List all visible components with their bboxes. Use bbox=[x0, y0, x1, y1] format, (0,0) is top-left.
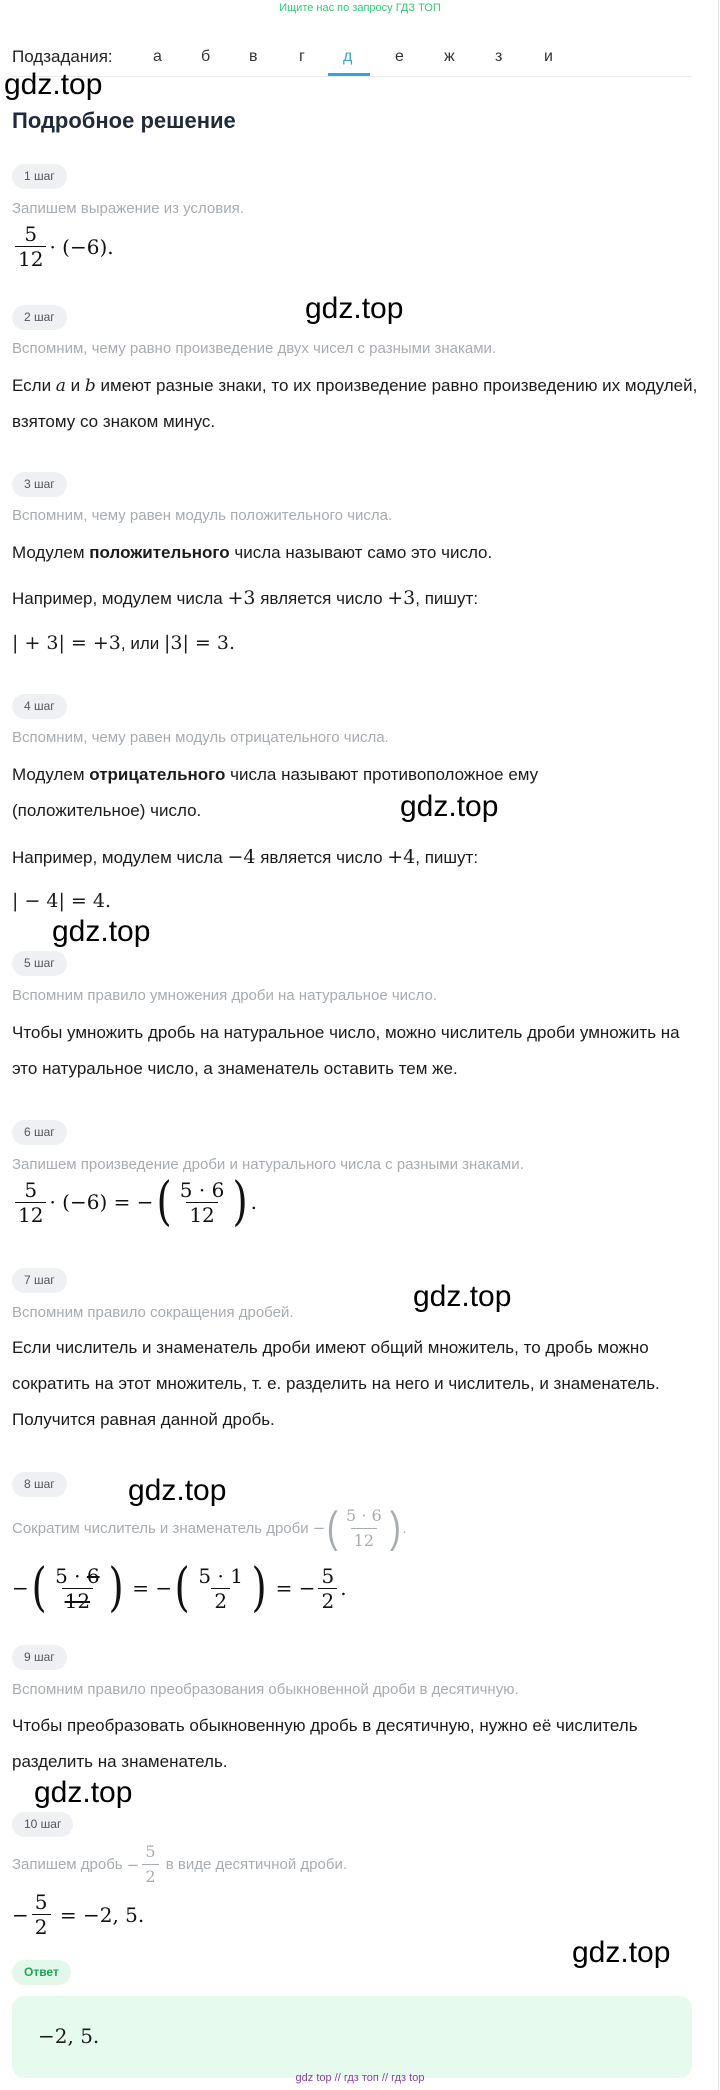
watermark: gdz.top bbox=[305, 292, 404, 325]
step-text: Чтобы преобразовать обыкновенную дробь в десятичную, нужно её числитель разделить на знаменатель. bbox=[12, 1716, 638, 1771]
tab-zh[interactable]: ж bbox=[444, 48, 455, 65]
step-badge: 1 шаг bbox=[12, 164, 67, 189]
step-title: Запишем дробь − $\frac{5}{2}$ в виде десятичной дроби. bbox=[12, 1840, 347, 1889]
step-badge: 8 шаг bbox=[12, 1472, 67, 1497]
step-text: Например, модулем числа −4 является число +4, пишут: bbox=[12, 846, 479, 868]
step-badge: 7 шаг bbox=[12, 1268, 67, 1293]
step-text: Модулем отрицательного числа называют противоположное ему (положительное) число. bbox=[12, 765, 539, 820]
math-expression: | + 3| = +3, или |3| = 3. bbox=[12, 632, 236, 654]
page-border bbox=[718, 0, 719, 2090]
math-expression: − $\frac{5}{2}$ = −2, 5. bbox=[12, 1890, 145, 1939]
watermark: gdz.top bbox=[128, 1474, 227, 1507]
tab-a[interactable]: а bbox=[153, 48, 162, 65]
step-badge: 6 шаг bbox=[12, 1120, 67, 1145]
tab-d-active[interactable]: д bbox=[343, 48, 353, 65]
math-expression: $\frac{5}{12}$ · (−6) = − ( $\frac{5 \cdot 6}{12}$ ) . bbox=[12, 1176, 257, 1228]
step-title: Вспомним правило умножения дроби на натуральное число. bbox=[12, 987, 437, 1004]
tab-v[interactable]: в bbox=[249, 48, 258, 65]
step-text: Например, модулем числа +3 является число +3, пишут: bbox=[12, 587, 479, 609]
fraction: $\frac{5}{12}$ bbox=[15, 222, 46, 271]
watermark: gdz.top bbox=[4, 68, 103, 101]
math-expression: $\frac{5}{12}$ · (−6) . bbox=[12, 222, 114, 271]
active-tab-indicator bbox=[328, 73, 370, 76]
answer-box bbox=[12, 1996, 692, 2078]
watermark: gdz.top bbox=[572, 1936, 671, 1969]
step-title: Сократим числитель и знаменатель дроби − ( $\frac{5 \cdot 6}{12}$ ) . bbox=[12, 1503, 407, 1552]
step-title: Вспомним, чему равен модуль отрицательного числа. bbox=[12, 729, 389, 746]
search-hint-link[interactable]: Ищите нас по запросу ГДЗ ТОП bbox=[279, 2, 441, 14]
watermark: gdz.top bbox=[52, 915, 151, 948]
watermark: gdz.top bbox=[400, 790, 499, 823]
watermark: gdz.top bbox=[413, 1280, 512, 1313]
footer-links[interactable]: gdz top // гдз топ // гдз top bbox=[295, 2072, 425, 2084]
page-title: Подробное решение bbox=[12, 108, 236, 133]
step-title: Запишем выражение из условия. bbox=[12, 200, 244, 217]
step-text: Чтобы умножить дробь на натуральное число, можно числитель дроби умножить на это натуральное число, а знаменатель оставить тем же. bbox=[12, 1023, 680, 1078]
step-title: Вспомним, чему равен модуль положительного числа. bbox=[12, 507, 393, 524]
step-title: Вспомним правило сокращения дробей. bbox=[12, 1304, 294, 1321]
tab-z[interactable]: з bbox=[495, 48, 503, 65]
step-badge: 9 шаг bbox=[12, 1645, 67, 1670]
step-text: Если числитель и знаменатель дроби имеют общий множитель, то дробь можно сократить на этот множитель, т. е. разделить на него и числитель, и знаменатель. Получится равная данной дробь. bbox=[12, 1338, 660, 1429]
subtask-tabs bbox=[12, 44, 692, 77]
tab-g[interactable]: г bbox=[299, 48, 305, 65]
math-expression: | − 4| = 4. bbox=[12, 890, 112, 912]
step-badge: 5 шаг bbox=[12, 951, 67, 976]
step-title: Вспомним правило преобразования обыкновенной дроби в десятичную. bbox=[12, 1681, 519, 1698]
subtask-label: Подзадания: bbox=[12, 47, 113, 66]
step-badge: 2 шаг bbox=[12, 305, 67, 330]
watermark: gdz.top bbox=[34, 1776, 133, 1809]
step-text: Если a и b имеют разные знаки, то их произведение равно произведению их модулей, взятому со знаком минус. bbox=[12, 376, 698, 431]
step-badge: 4 шаг bbox=[12, 694, 67, 719]
math-expression: − ( $\frac{5 \cdot 6}{12}$ ) = − ( $\frac{5 \cdot 1}{2}$ ) = − $\frac{5}{2}$ . bbox=[12, 1558, 347, 1618]
answer-value: −2, 5. bbox=[38, 2024, 100, 2048]
tab-i[interactable]: и bbox=[544, 48, 553, 65]
step-title: Запишем произведение дроби и натурального числа с разными знаками. bbox=[12, 1156, 524, 1173]
step-text: Модулем положительного числа называют само это число. bbox=[12, 543, 493, 562]
answer-badge: Ответ bbox=[12, 1960, 71, 1985]
tab-b[interactable]: б bbox=[201, 48, 211, 65]
step-badge: 3 шаг bbox=[12, 472, 67, 497]
tab-e[interactable]: е bbox=[395, 48, 404, 65]
step-title: Вспомним, чему равно произведение двух чисел с разными знаками. bbox=[12, 340, 497, 357]
step-badge: 10 шаг bbox=[12, 1812, 73, 1837]
